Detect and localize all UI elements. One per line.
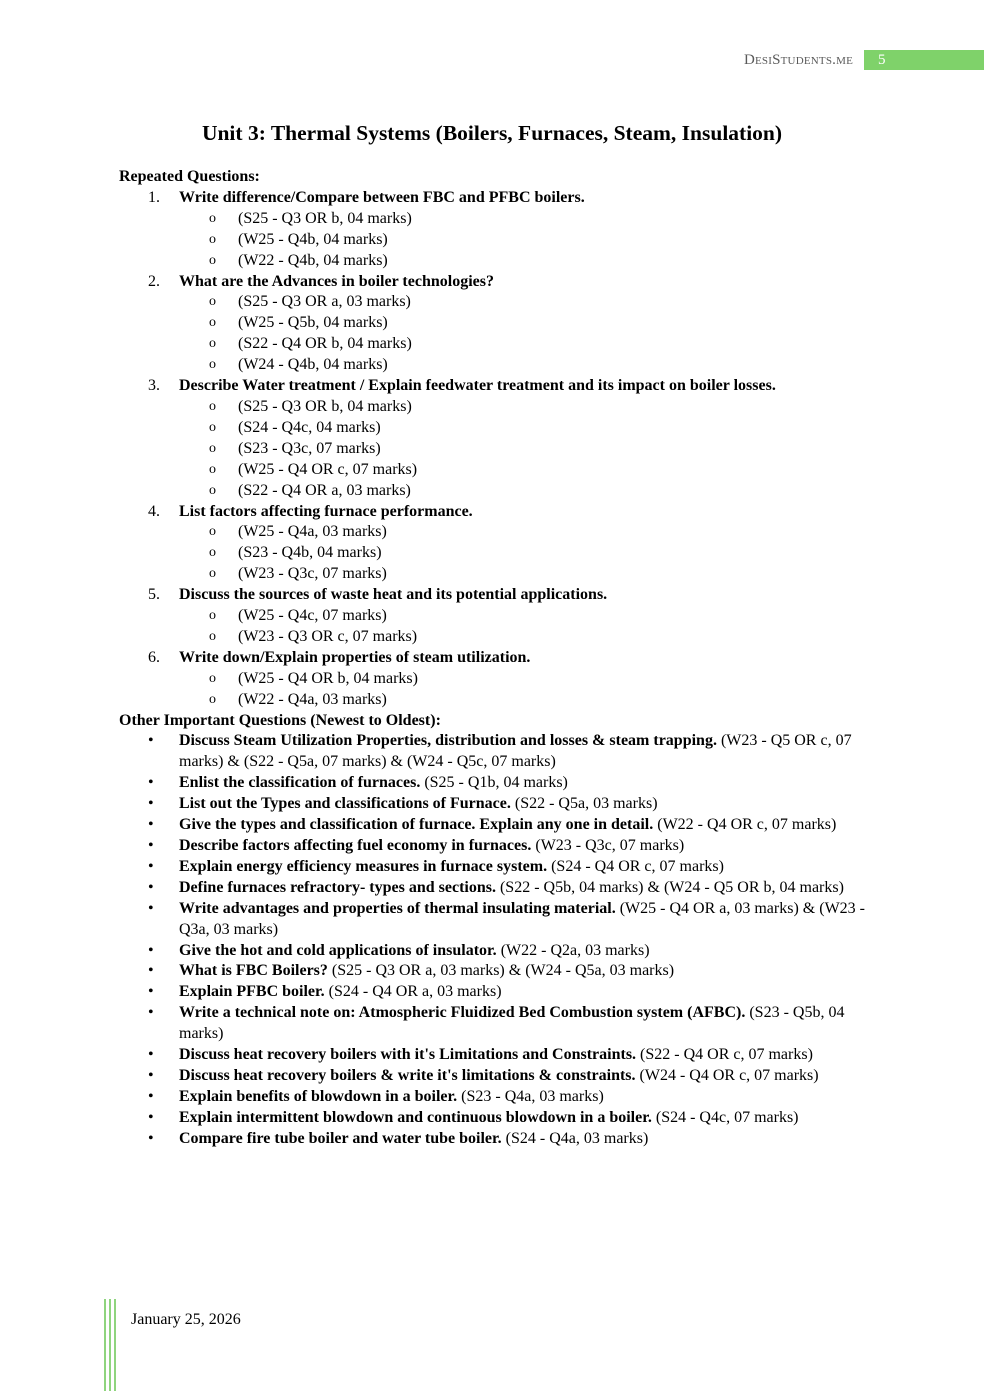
- question-text: Write a technical note on: Atmospheric Fluidized Bed Combustion system (AFBC).: [179, 1004, 746, 1022]
- question-text: Explain PFBC boiler.: [179, 983, 325, 1001]
- exam-reference-text: (W24 - Q4b, 04 marks): [238, 356, 388, 374]
- exam-reference-text: (S24 - Q4c, 04 marks): [238, 418, 381, 436]
- question-text: Compare fire tube boiler and water tube boiler.: [179, 1129, 502, 1147]
- important-question-item: [119, 1045, 879, 1066]
- repeated-question-item: [119, 272, 879, 293]
- important-question-item: [119, 899, 879, 941]
- exam-reference-text: (W22 - Q4b, 04 marks): [238, 251, 388, 269]
- exam-reference-text: (W25 - Q4 OR c, 07 marks): [238, 460, 418, 478]
- site-name: DesiStudents.me: [743, 52, 853, 68]
- question-refs-container: [119, 397, 879, 502]
- exam-reference-item: [119, 564, 879, 585]
- exam-reference-text: (S23 - Q4b, 04 marks): [238, 544, 382, 562]
- exam-reference-text: (S22 - Q4 OR a, 03 marks): [238, 481, 411, 499]
- exam-reference-item: [119, 313, 879, 334]
- exam-reference-item: [119, 355, 879, 376]
- hollow-bullet-icon: o: [209, 482, 216, 498]
- repeated-question-item: [119, 502, 879, 523]
- footer-bar: [114, 1299, 116, 1391]
- bullet-icon: •: [148, 899, 154, 917]
- exam-reference-text: (S22 - Q4 OR b, 04 marks): [238, 335, 412, 353]
- hollow-bullet-icon: o: [209, 419, 216, 435]
- question-text: Write advantages and properties of thermal insulating material.: [179, 899, 616, 917]
- exam-reference-text: (W22 - Q4 OR c, 07 marks): [657, 816, 837, 834]
- exam-reference-item: [119, 543, 879, 564]
- important-question-item: [119, 1129, 879, 1150]
- question-number: 3.: [148, 377, 160, 395]
- question-text: What is FBC Boilers?: [179, 962, 328, 980]
- question-text: What are the Advances in boiler technologies?: [179, 272, 494, 290]
- hollow-bullet-icon: o: [209, 398, 216, 414]
- question-number: 5.: [148, 586, 160, 604]
- footer-date: January 25, 2026: [131, 1311, 241, 1328]
- hollow-bullet-icon: o: [209, 440, 216, 456]
- exam-reference-text: (W25 - Q4 OR b, 04 marks): [238, 669, 418, 687]
- exam-reference-text: (S23 - Q5b, 04 marks): [179, 1004, 845, 1043]
- repeated-question-item: [119, 585, 879, 606]
- important-question-item: [119, 1108, 879, 1129]
- hollow-bullet-icon: o: [209, 357, 216, 373]
- hollow-bullet-icon: o: [209, 628, 216, 644]
- bullet-icon: •: [148, 774, 154, 792]
- important-question-item: [119, 773, 879, 794]
- question-number: 4.: [148, 502, 160, 520]
- bullet-icon: •: [148, 878, 154, 896]
- exam-reference-text: (S24 - Q4a, 03 marks): [505, 1129, 649, 1147]
- exam-reference-text: (S24 - Q4 OR a, 03 marks): [328, 983, 502, 1001]
- exam-reference-text: (W25 - Q4b, 04 marks): [238, 230, 388, 248]
- bullet-icon: •: [148, 941, 154, 959]
- important-question-item: [119, 1066, 879, 1087]
- bullet-icon: •: [148, 1046, 154, 1064]
- exam-reference-list: [119, 522, 879, 585]
- important-question-item: [119, 982, 879, 1003]
- repeated-questions-heading: Repeated Questions:: [119, 168, 260, 185]
- important-question-item: [119, 941, 879, 962]
- bullet-icon: •: [148, 1129, 154, 1147]
- question-text: Explain benefits of blowdown in a boiler.: [179, 1087, 458, 1105]
- question-number: 2.: [148, 272, 160, 290]
- footer-decoration-bars: [104, 1299, 118, 1391]
- exam-reference-item: [119, 522, 879, 543]
- exam-reference-text: (S23 - Q4a, 03 marks): [461, 1087, 604, 1105]
- exam-reference-item: [119, 669, 879, 690]
- exam-reference-text: (W24 - Q4 OR c, 07 marks): [639, 1066, 819, 1084]
- question-refs-container: [119, 522, 879, 585]
- footer-bar: [109, 1299, 111, 1391]
- exam-reference-text: (W23 - Q5 OR c, 07 marks) & (S22 - Q5a, 07 marks) & (W24 - Q5c, 07 marks): [179, 732, 852, 771]
- question-text: Define furnaces refractory- types and sections.: [179, 878, 496, 896]
- hollow-bullet-icon: o: [209, 315, 216, 331]
- exam-reference-list: [119, 209, 879, 272]
- exam-reference-item: [119, 481, 879, 502]
- important-question-item: [119, 878, 879, 899]
- question-number: 6.: [148, 648, 160, 666]
- question-refs-container: [119, 669, 879, 711]
- exam-reference-text: (W25 - Q4a, 03 marks): [238, 523, 387, 541]
- question-refs-container: [119, 606, 879, 648]
- repeated-question-item: [119, 188, 879, 209]
- exam-reference-item: [119, 460, 879, 481]
- hollow-bullet-icon: o: [209, 294, 216, 310]
- important-question-item: [119, 815, 879, 836]
- question-refs-container: [119, 209, 879, 272]
- exam-reference-text: (S25 - Q1b, 04 marks): [424, 774, 568, 792]
- important-question-item: [119, 961, 879, 982]
- exam-reference-list: [119, 292, 879, 376]
- bullet-icon: •: [148, 983, 154, 1001]
- page-number-badge: [864, 50, 984, 70]
- question-text: List factors affecting furnace performance.: [179, 502, 473, 520]
- exam-reference-text: (W23 - Q3c, 07 marks): [238, 565, 387, 583]
- bullet-icon: •: [148, 1108, 154, 1126]
- bullet-icon: •: [148, 732, 154, 750]
- hollow-bullet-icon: o: [209, 231, 216, 247]
- other-questions-list: [119, 731, 879, 1149]
- exam-reference-item: [119, 292, 879, 313]
- hollow-bullet-icon: o: [209, 691, 216, 707]
- important-question-item: [119, 1087, 879, 1108]
- repeated-question-item: [119, 648, 879, 669]
- exam-reference-text: (S23 - Q3c, 07 marks): [238, 439, 381, 457]
- exam-reference-item: [119, 418, 879, 439]
- hollow-bullet-icon: o: [209, 336, 216, 352]
- exam-reference-text: (W25 - Q4 OR a, 03 marks) & (W23 - Q3a, 03 marks): [179, 899, 865, 938]
- exam-reference-list: [119, 397, 879, 502]
- important-question-item: [119, 857, 879, 878]
- exam-reference-item: [119, 334, 879, 355]
- exam-reference-text: (S25 - Q3 OR b, 04 marks): [238, 397, 412, 415]
- question-text: Discuss heat recovery boilers with it's Limitations and Constraints.: [179, 1046, 637, 1064]
- exam-reference-text: (S24 - Q4 OR c, 07 marks): [551, 857, 724, 875]
- question-text: Discuss the sources of waste heat and its potential applications.: [179, 586, 608, 604]
- bullet-icon: •: [148, 1004, 154, 1022]
- question-refs-container: [119, 292, 879, 376]
- important-question-item: [119, 1003, 879, 1045]
- exam-reference-text: (W22 - Q4a, 03 marks): [238, 690, 387, 708]
- exam-reference-item: [119, 397, 879, 418]
- exam-reference-text: (W22 - Q2a, 03 marks): [500, 941, 650, 959]
- repeated-questions-list: [119, 188, 879, 711]
- hollow-bullet-icon: o: [209, 210, 216, 226]
- question-text: Explain intermittent blowdown and continuous blowdown in a boiler.: [179, 1108, 652, 1126]
- question-text: Write down/Explain properties of steam utilization.: [179, 648, 531, 666]
- exam-reference-item: [119, 251, 879, 272]
- exam-reference-text: (W23 - Q3c, 07 marks): [535, 837, 685, 854]
- question-text: Discuss heat recovery boilers & write it's limitations & constraints.: [179, 1066, 636, 1084]
- exam-reference-text: (S22 - Q4 OR c, 07 marks): [640, 1046, 813, 1064]
- hollow-bullet-icon: o: [209, 566, 216, 582]
- exam-reference-item: [119, 690, 879, 711]
- exam-reference-item: [119, 209, 879, 230]
- exam-reference-text: (S22 - Q5b, 04 marks) & (W24 - Q5 OR b, 04 marks): [499, 878, 844, 896]
- question-text: Enlist the classification of furnaces.: [179, 774, 421, 792]
- hollow-bullet-icon: o: [209, 608, 216, 624]
- question-text: Discuss Steam Utilization Properties, distribution and losses & steam trapping.: [179, 732, 717, 750]
- question-text: Give the types and classification of furnace. Explain any one in detail.: [179, 816, 654, 834]
- question-text: Write difference/Compare between FBC and PFBC boilers.: [179, 188, 585, 206]
- exam-reference-text: (S25 - Q3 OR a, 03 marks): [238, 293, 411, 311]
- bullet-icon: •: [148, 1087, 154, 1105]
- important-question-item: [119, 836, 879, 857]
- hollow-bullet-icon: o: [209, 670, 216, 686]
- exam-reference-text: (W23 - Q3 OR c, 07 marks): [238, 627, 418, 645]
- bullet-icon: •: [148, 857, 154, 875]
- exam-reference-text: (S25 - Q3 OR a, 03 marks) & (W24 - Q5a, 03 marks): [331, 962, 675, 980]
- exam-reference-text: (S25 - Q3 OR b, 04 marks): [238, 209, 412, 227]
- exam-reference-text: (W25 - Q4c, 07 marks): [238, 607, 387, 625]
- bullet-icon: •: [148, 1066, 154, 1084]
- bullet-icon: •: [148, 962, 154, 980]
- exam-reference-list: [119, 669, 879, 711]
- exam-reference-item: [119, 439, 879, 460]
- exam-reference-text: (W25 - Q5b, 04 marks): [238, 314, 388, 332]
- hollow-bullet-icon: o: [209, 252, 216, 268]
- other-questions-heading: Other Important Questions (Newest to Oldest):: [119, 711, 441, 729]
- exam-reference-list: [119, 606, 879, 648]
- question-text: Describe Water treatment / Explain feedwater treatment and its impact on boiler losses.: [179, 377, 776, 395]
- question-text: Describe factors affecting fuel economy in furnaces.: [179, 837, 532, 854]
- document-body: [119, 167, 879, 1150]
- exam-reference-item: [119, 606, 879, 627]
- question-number: 1.: [148, 188, 160, 206]
- bullet-icon: •: [148, 795, 154, 813]
- bullet-icon: •: [148, 816, 154, 834]
- exam-reference-item: [119, 627, 879, 648]
- repeated-question-item: [119, 376, 879, 397]
- exam-reference-text: (S24 - Q4c, 07 marks): [655, 1108, 799, 1126]
- exam-reference-item: [119, 230, 879, 251]
- exam-reference-text: (S22 - Q5a, 03 marks): [514, 795, 658, 813]
- footer-bar: [104, 1299, 106, 1391]
- question-text: Give the hot and cold applications of insulator.: [179, 941, 497, 959]
- question-text: Explain energy efficiency measures in furnace system.: [179, 857, 548, 875]
- hollow-bullet-icon: o: [209, 461, 216, 477]
- bullet-icon: •: [148, 837, 154, 854]
- page-number: 5: [878, 52, 886, 68]
- important-question-item: [119, 794, 879, 815]
- hollow-bullet-icon: o: [209, 524, 216, 540]
- question-text: List out the Types and classifications of Furnace.: [179, 795, 511, 813]
- hollow-bullet-icon: o: [209, 545, 216, 561]
- page-title: Unit 3: Thermal Systems (Boilers, Furnaces, Steam, Insulation): [201, 121, 783, 145]
- important-question-item: [119, 731, 879, 773]
